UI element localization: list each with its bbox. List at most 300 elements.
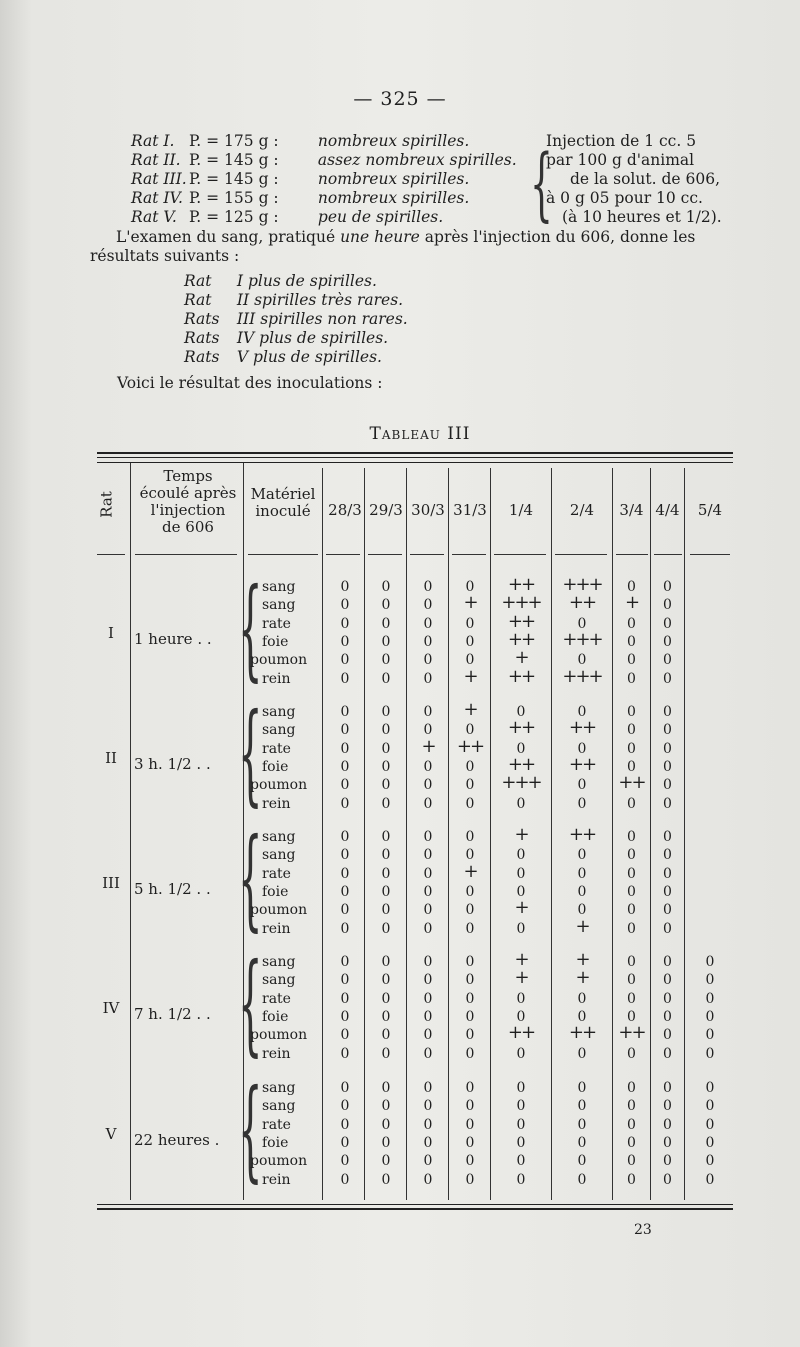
material-label: sang: [262, 579, 296, 595]
result-value: 0: [423, 902, 433, 919]
result-value: 0: [705, 972, 715, 989]
result-value: 0: [423, 795, 433, 812]
header-dash: [248, 554, 318, 555]
column-divider: [448, 468, 449, 1200]
result-value: 0: [663, 920, 672, 937]
time-elapsed: 5 h. 1/2 . .: [134, 879, 211, 898]
result-value: +: [421, 735, 435, 757]
result-value: 0: [627, 1080, 636, 1096]
injection-line: (à 10 heures et 1/2).: [562, 208, 722, 226]
result-value: +: [514, 647, 528, 669]
result-value: 0: [340, 722, 350, 739]
result-value: 0: [516, 704, 526, 720]
rat-label: Rat V.: [131, 208, 177, 226]
material-label: rein: [262, 1045, 291, 1062]
time-elapsed: 3 h. 1/2 . .: [134, 754, 211, 773]
result-value: 0: [465, 579, 475, 595]
result-value: 0: [423, 1098, 433, 1115]
result-value: 0: [423, 1027, 433, 1044]
result-value: 0: [627, 865, 636, 882]
result-value: 0: [465, 920, 475, 937]
result-value: 0: [340, 829, 350, 845]
paragraph-text: L'examen du sang, pratiqué: [116, 228, 336, 246]
result-value: 0: [663, 883, 672, 900]
result-value: 0: [627, 954, 636, 970]
page-number: — 325 —: [353, 88, 447, 110]
result-value: 0: [381, 865, 391, 882]
result-value: 0: [627, 990, 636, 1007]
material-label: rate: [262, 1116, 291, 1133]
result-value: 0: [663, 1008, 672, 1025]
result-line: [184, 348, 408, 367]
result-value: 0: [381, 1027, 391, 1044]
material-label: sang: [262, 847, 296, 864]
result-value: 0: [627, 633, 636, 650]
result-value: 0: [627, 670, 636, 687]
result-value: 0: [577, 777, 587, 794]
result-value: 0: [627, 704, 636, 720]
rat-list: [131, 132, 517, 227]
result-value: 0: [423, 954, 433, 970]
result-value: 0: [663, 954, 672, 970]
result-value: 0: [340, 1134, 350, 1151]
paragraph-text: après l'injection du 606, donne les: [424, 228, 696, 246]
result-value: 0: [423, 990, 433, 1007]
result-label: Rat: [184, 272, 212, 290]
table-title: Tableau III: [369, 424, 471, 444]
result-label: Rats: [184, 310, 220, 328]
result-value: 0: [340, 597, 350, 614]
result-value: 0: [663, 1027, 672, 1044]
result-value: 0: [465, 1080, 475, 1096]
result-value: ++: [618, 1022, 645, 1044]
header-temps: l'injection: [150, 501, 226, 519]
result-value: 0: [423, 615, 433, 632]
result-value: 0: [381, 670, 391, 687]
result-value: 0: [577, 704, 587, 720]
result-value: 0: [465, 758, 475, 775]
result-value: 0: [381, 758, 391, 775]
result-value: 0: [705, 1153, 715, 1170]
result-value: 0: [423, 1080, 433, 1096]
material-label: rate: [262, 615, 291, 632]
result-value: +: [575, 949, 589, 970]
result-value: 0: [381, 615, 391, 632]
header-dash: [452, 554, 486, 555]
result-value: 0: [381, 1098, 391, 1115]
rat-line: [131, 208, 517, 227]
result-value: ++: [507, 628, 535, 650]
material-label: foie: [262, 1134, 289, 1151]
material-label: sang: [262, 954, 296, 970]
rat-description: nombreux spirilles.: [313, 189, 470, 207]
result-value: 0: [381, 902, 391, 919]
result-value: 0: [663, 795, 672, 812]
header-date: 28/3: [328, 501, 362, 519]
rat-description: nombreux spirilles.: [313, 132, 470, 150]
result-value: 0: [663, 597, 672, 614]
header-materiel: inoculé: [255, 502, 311, 520]
rat-weight: P. = 155 g :: [189, 189, 279, 207]
result-value: 0: [465, 722, 475, 739]
result-value: 0: [465, 777, 475, 794]
result-value: 0: [663, 777, 672, 794]
brace-icon: {: [530, 137, 553, 230]
result-value: 0: [381, 954, 391, 970]
result-value: 0: [423, 597, 433, 614]
result-value: 0: [423, 847, 433, 864]
result-value: +: [463, 860, 477, 882]
result-value: 0: [381, 795, 391, 812]
result-value: 0: [577, 1045, 587, 1062]
result-value: 0: [381, 633, 391, 650]
brace-icon: {: [238, 939, 263, 1067]
result-label: Rats: [184, 348, 220, 366]
result-value: 0: [465, 1116, 475, 1133]
result-value: ++: [507, 717, 535, 739]
result-value: 0: [465, 1027, 475, 1044]
header-dash: [326, 554, 360, 555]
result-value: 0: [663, 902, 672, 919]
result-value: 0: [577, 795, 587, 812]
result-value: 0: [340, 615, 350, 632]
result-text: IV plus de spirilles.: [232, 329, 389, 347]
result-value: 0: [465, 829, 475, 845]
result-value: 0: [663, 990, 672, 1007]
rat-number: V: [105, 1124, 117, 1143]
result-value: 0: [465, 795, 475, 812]
result-value: 0: [705, 1098, 715, 1115]
result-value: +: [463, 592, 477, 614]
result-value: 0: [627, 1116, 636, 1133]
material-label: rate: [262, 740, 291, 757]
result-value: 0: [663, 1171, 672, 1188]
results-list: [184, 272, 408, 367]
result-value: ++: [507, 610, 535, 632]
result-value: 0: [340, 865, 350, 882]
result-value: 0: [705, 1171, 715, 1188]
result-text: V plus de spirilles.: [232, 348, 382, 366]
result-value: 0: [340, 1027, 350, 1044]
result-value: 0: [381, 972, 391, 989]
result-value: 0: [423, 704, 433, 720]
header-dash: [654, 554, 682, 555]
result-value: 0: [577, 1134, 587, 1151]
material-label: foie: [262, 883, 289, 900]
material-label: rein: [262, 670, 291, 687]
result-value: 0: [627, 1045, 636, 1062]
result-value: 0: [381, 829, 391, 845]
result-line: [184, 329, 408, 348]
brace-icon: {: [238, 814, 263, 942]
material-label: rein: [262, 795, 291, 812]
result-value: 0: [627, 740, 636, 757]
result-value: 0: [663, 615, 672, 632]
result-value: 0: [516, 1116, 526, 1133]
result-value: +: [514, 949, 528, 970]
result-value: 0: [516, 990, 526, 1007]
rat-line: [131, 189, 517, 208]
result-value: 0: [663, 579, 672, 595]
result-value: 0: [627, 579, 636, 595]
result-value: 0: [663, 1080, 672, 1096]
result-value: ++: [568, 717, 596, 739]
injection-line: à 0 g 05 pour 10 cc.: [546, 189, 703, 207]
result-value: 0: [381, 1045, 391, 1062]
header-dash: [135, 554, 237, 555]
result-line: [184, 272, 408, 291]
header-temps: écoulé après: [139, 484, 237, 502]
result-line: [184, 310, 408, 329]
injection-line: de la solut. de 606,: [570, 170, 720, 188]
result-value: 0: [465, 1134, 475, 1151]
material-label: rate: [262, 990, 291, 1007]
result-value: 0: [381, 847, 391, 864]
result-value: 0: [577, 1080, 587, 1096]
rat-description: nombreux spirilles.: [313, 170, 470, 188]
result-value: 0: [465, 633, 475, 650]
result-value: 0: [577, 865, 587, 882]
header-dash: [616, 554, 648, 555]
result-value: 0: [516, 883, 526, 900]
result-label: Rat: [184, 291, 212, 309]
header-dash: [494, 554, 546, 555]
result-value: ++: [568, 592, 596, 614]
result-value: 0: [516, 1008, 526, 1025]
material-label: foie: [262, 1008, 289, 1025]
result-value: 0: [423, 829, 433, 845]
result-value: 0: [465, 1008, 475, 1025]
result-value: ++: [507, 665, 535, 687]
result-value: 0: [423, 579, 433, 595]
column-divider: [322, 468, 323, 1200]
result-value: 0: [340, 847, 350, 864]
paragraph-line: résultats suivants :: [90, 247, 240, 265]
material-label: rein: [262, 920, 291, 937]
time-elapsed: 1 heure . .: [134, 629, 212, 648]
result-value: 0: [340, 652, 350, 669]
result-value: 0: [663, 740, 672, 757]
result-value: 0: [381, 777, 391, 794]
material-label: poumon: [250, 1027, 308, 1044]
result-value: 0: [516, 847, 526, 864]
header-date: 3/4: [619, 501, 644, 519]
result-value: 0: [340, 1080, 350, 1096]
result-value: 0: [340, 954, 350, 970]
material-label: poumon: [250, 777, 308, 794]
result-value: 0: [381, 704, 391, 720]
paragraph-line: [90, 228, 740, 247]
material-label: foie: [262, 758, 289, 775]
result-value: ++: [568, 753, 596, 775]
result-value: 0: [381, 597, 391, 614]
rat-line: [131, 132, 517, 151]
column-divider: [130, 463, 131, 1200]
result-value: 0: [663, 1116, 672, 1133]
result-text: II spirilles très rares.: [232, 291, 404, 309]
result-value: 0: [663, 865, 672, 882]
result-value: 0: [516, 1153, 526, 1170]
result-value: 0: [705, 1134, 715, 1151]
material-label: rate: [262, 865, 291, 882]
material-label: rein: [262, 1171, 291, 1188]
result-value: 0: [423, 1171, 433, 1188]
result-value: 0: [705, 1116, 715, 1133]
result-value: +++: [501, 772, 541, 794]
result-value: 0: [423, 1008, 433, 1025]
result-value: +++: [562, 574, 602, 595]
rat-number: I: [108, 623, 114, 642]
result-value: 0: [340, 1116, 350, 1133]
result-value: 0: [340, 704, 350, 720]
result-value: +: [463, 699, 477, 720]
result-value: 0: [627, 1171, 636, 1188]
result-value: 0: [627, 972, 636, 989]
result-value: 0: [465, 902, 475, 919]
result-value: +: [514, 824, 528, 845]
result-value: ++: [507, 753, 535, 775]
material-label: foie: [262, 633, 289, 650]
result-value: ++: [618, 772, 645, 794]
result-text: III spirilles non rares.: [232, 310, 408, 328]
result-value: 0: [381, 1080, 391, 1096]
result-value: 0: [577, 1116, 587, 1133]
result-value: 0: [465, 1171, 475, 1188]
result-value: 0: [423, 1116, 433, 1133]
result-value: 0: [381, 1116, 391, 1133]
result-value: 0: [577, 902, 587, 919]
rat-description: peu de spirilles.: [313, 208, 444, 226]
result-value: 0: [663, 758, 672, 775]
result-value: 0: [465, 972, 475, 989]
result-value: 0: [381, 652, 391, 669]
result-value: 0: [340, 777, 350, 794]
result-value: 0: [465, 990, 475, 1007]
result-value: 0: [516, 920, 526, 937]
result-value: 0: [423, 1153, 433, 1170]
result-value: +++: [501, 592, 541, 614]
result-value: 0: [627, 1153, 636, 1170]
result-value: 0: [627, 652, 636, 669]
result-value: 0: [577, 1171, 587, 1188]
table-rule: [97, 452, 733, 454]
result-value: ++: [456, 735, 484, 757]
result-value: 0: [663, 704, 672, 720]
result-value: 0: [663, 1153, 672, 1170]
result-value: 0: [705, 954, 715, 970]
header-date: 29/3: [369, 501, 403, 519]
result-value: 0: [340, 990, 350, 1007]
inoculation-intro: Voici le résultat des inoculations :: [117, 374, 383, 392]
result-value: 0: [577, 1098, 587, 1115]
result-value: 0: [663, 1098, 672, 1115]
material-label: sang: [262, 829, 296, 845]
result-value: 0: [627, 1134, 636, 1151]
result-value: 0: [381, 920, 391, 937]
result-value: 0: [340, 740, 350, 757]
result-label: Rats: [184, 329, 220, 347]
result-value: 0: [705, 1045, 715, 1062]
result-value: 0: [577, 847, 587, 864]
result-value: 0: [627, 847, 636, 864]
result-value: 0: [627, 615, 636, 632]
result-value: 0: [705, 1027, 715, 1044]
brace-icon: {: [238, 1065, 263, 1193]
rat-label: Rat III.: [131, 170, 187, 188]
result-value: 0: [423, 777, 433, 794]
result-value: 0: [705, 1080, 715, 1096]
result-value: 0: [627, 1008, 636, 1025]
rat-number: III: [102, 873, 120, 892]
header-temps: Temps: [163, 467, 213, 485]
result-value: 0: [423, 722, 433, 739]
rat-weight: P. = 125 g :: [189, 208, 279, 226]
result-value: 0: [423, 972, 433, 989]
result-value: 0: [340, 670, 350, 687]
result-value: 0: [627, 920, 636, 937]
material-label: sang: [262, 722, 296, 739]
result-value: 0: [577, 990, 587, 1007]
header-dash: [97, 554, 125, 555]
result-value: +: [463, 665, 477, 687]
result-value: 0: [577, 1008, 587, 1025]
header-dash: [410, 554, 444, 555]
result-value: ++: [568, 824, 596, 845]
result-value: 0: [381, 1153, 391, 1170]
result-line: [184, 291, 408, 310]
result-value: 0: [423, 758, 433, 775]
result-value: 0: [577, 740, 587, 757]
result-value: 0: [381, 1134, 391, 1151]
result-value: 0: [516, 740, 526, 757]
result-value: 0: [423, 670, 433, 687]
result-text: I plus de spirilles.: [232, 272, 377, 290]
result-value: 0: [381, 990, 391, 1007]
result-value: 0: [627, 829, 636, 845]
header-date: 5/4: [697, 501, 723, 519]
rat-number: II: [105, 748, 117, 767]
result-value: 0: [577, 652, 587, 669]
result-value: +++: [562, 665, 602, 687]
result-value: 0: [663, 652, 672, 669]
result-value: 0: [577, 883, 587, 900]
result-value: 0: [627, 883, 636, 900]
result-value: 0: [663, 1045, 672, 1062]
header-date: 2/4: [569, 501, 595, 519]
result-value: 0: [465, 615, 475, 632]
result-value: 0: [381, 722, 391, 739]
material-label: sang: [262, 1080, 296, 1096]
brace-icon: {: [238, 564, 263, 692]
result-value: 0: [663, 829, 672, 845]
material-label: poumon: [250, 652, 308, 669]
rat-description: assez nombreux spirilles.: [313, 151, 517, 169]
rat-weight: P. = 145 g :: [189, 151, 279, 169]
result-value: 0: [516, 1098, 526, 1115]
result-value: 0: [465, 1098, 475, 1115]
result-value: 0: [663, 670, 672, 687]
result-value: 0: [663, 972, 672, 989]
result-value: 0: [516, 1080, 526, 1096]
material-label: sang: [262, 704, 296, 720]
rat-weight: P. = 145 g :: [189, 170, 279, 188]
result-value: 0: [465, 847, 475, 864]
table-rule: [97, 1208, 733, 1210]
result-value: 0: [516, 1045, 526, 1062]
result-value: 0: [423, 633, 433, 650]
result-value: 0: [465, 652, 475, 669]
result-value: 0: [340, 1008, 350, 1025]
